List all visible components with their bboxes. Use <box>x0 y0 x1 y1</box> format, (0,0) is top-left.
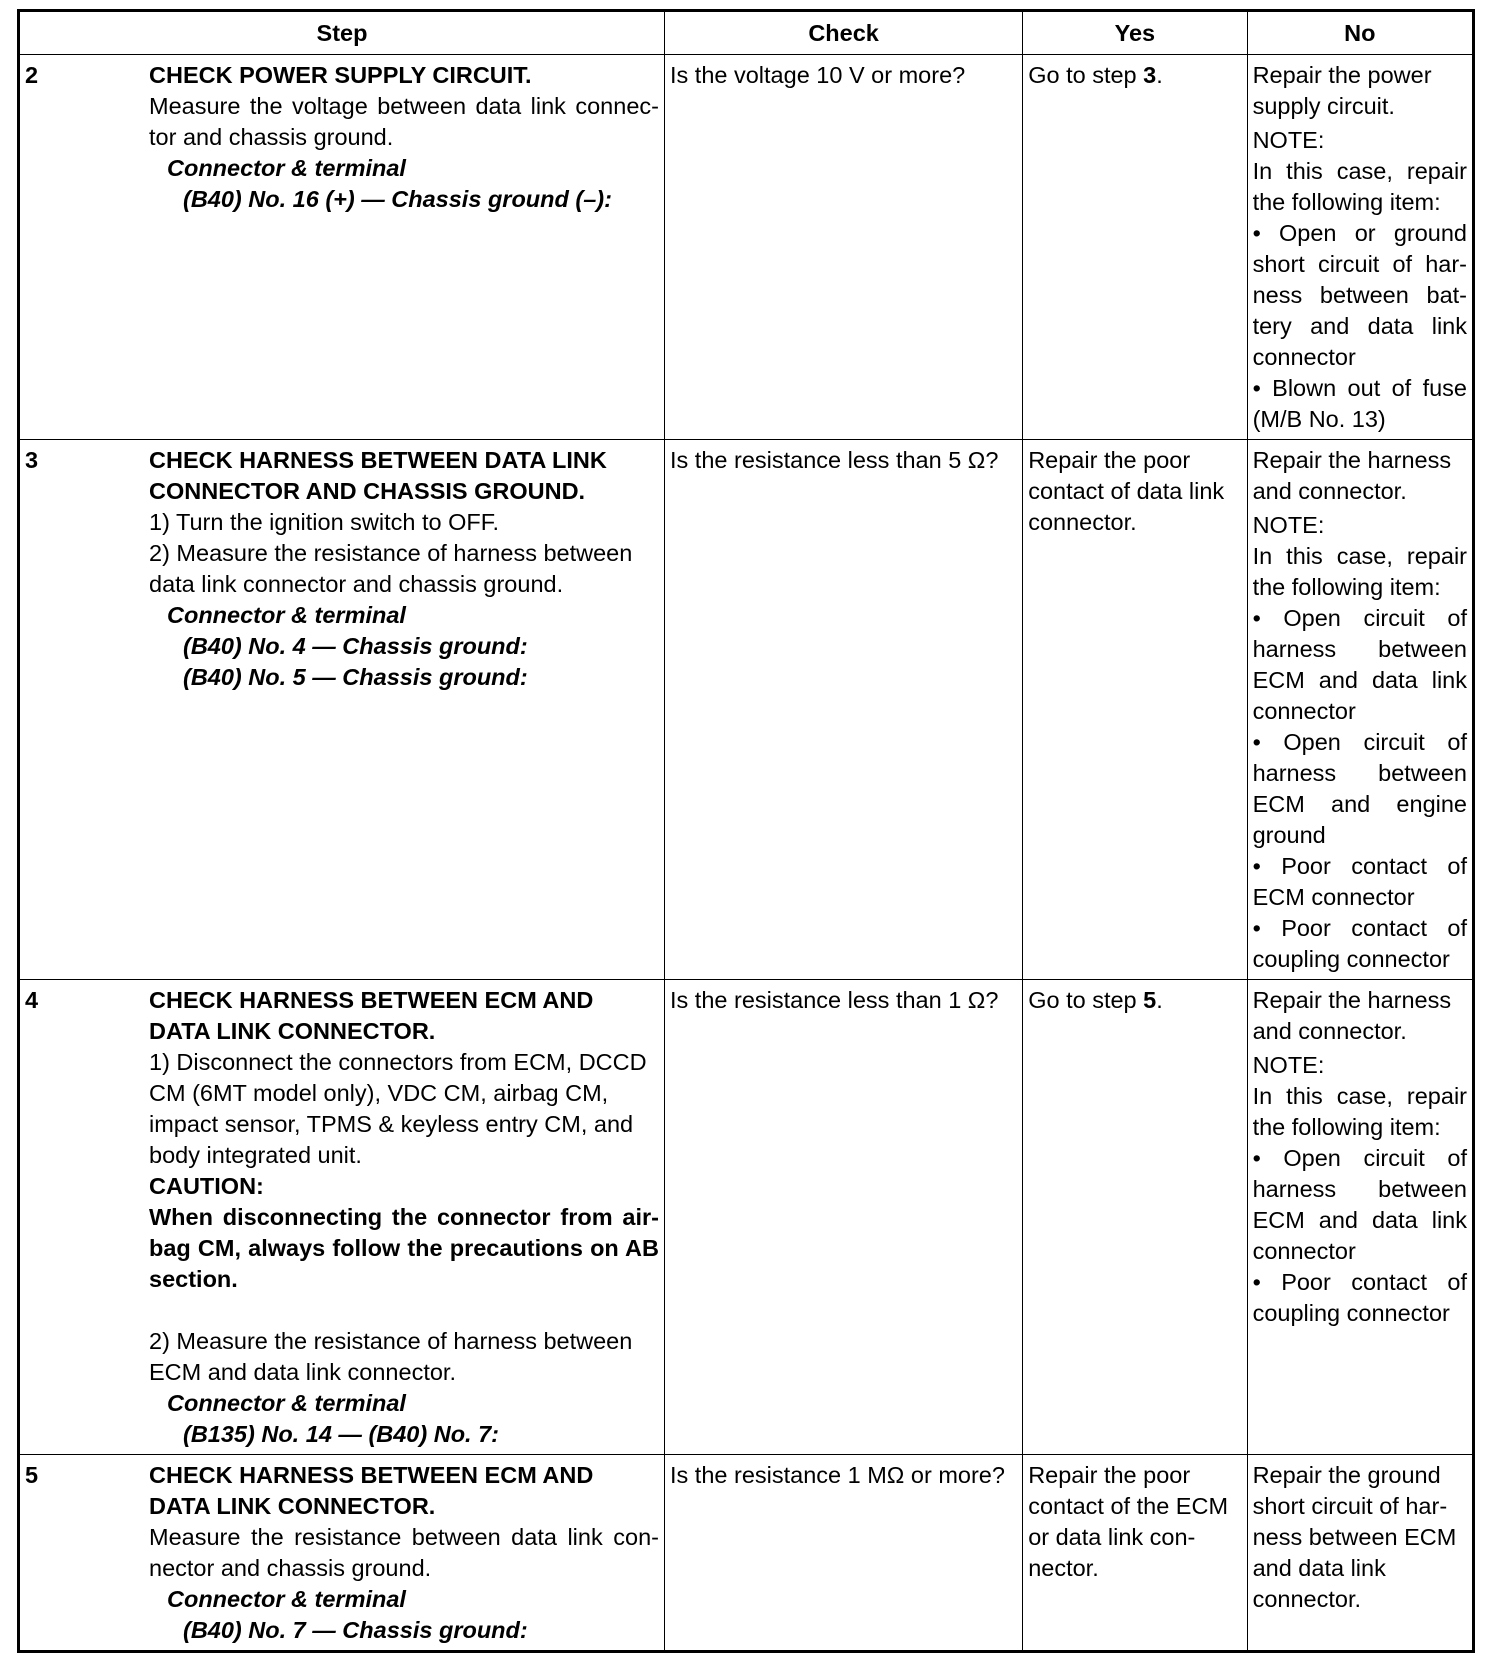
no-main-text: Repair the power supply circuit. <box>1252 62 1432 119</box>
caution-label: CAUTION: <box>149 1173 264 1199</box>
step-description: Measure the resistance between data link con- nector and chassis ground. <box>149 1524 659 1581</box>
table-row-step-5 <box>19 1455 1474 1652</box>
note-label: NOTE: <box>1252 512 1325 538</box>
no-main-text: Repair the harness and connector. <box>1252 987 1452 1044</box>
step-title: CHECK HARNESS BETWEEN DATA LINK CONNECTOR AND CHASSIS GROUND. <box>149 447 607 504</box>
no-main-text: Repair the harness and connector. <box>1252 447 1452 504</box>
diagnostic-table <box>17 9 1475 1653</box>
no-cell <box>1247 440 1473 980</box>
check-cell: Is the resistance 1 MΩ or more? <box>664 1455 1022 1652</box>
no-item: • Poor contact of ECM connector <box>1252 853 1467 910</box>
header-row <box>19 11 1474 55</box>
terminal-spec: (B40) No. 4 — Chassis ground: <box>183 633 528 659</box>
terminal-spec: (B135) No. 14 — (B40) No. 7: <box>183 1421 500 1447</box>
step-instruction: 1) Turn the ignition switch to OFF. <box>149 509 500 535</box>
yes-step-ref: 5 <box>1143 987 1157 1013</box>
check-cell: Is the resistance less than 1 Ω? <box>664 980 1022 1455</box>
spacer <box>149 1295 659 1326</box>
no-item: • Poor contact of coupling connector <box>1252 1269 1467 1326</box>
step-cell <box>19 1455 665 1652</box>
no-item: • Open or ground short circuit of har- ness between bat- tery and data link connector <box>1252 220 1467 370</box>
step-description: Measure the voltage between data link connec- tor and chassis ground. <box>149 93 659 150</box>
yes-suffix: . <box>1156 987 1163 1013</box>
step-instruction: 2) Measure the resistance of harness between data link connector and chassis ground. <box>149 540 633 597</box>
check-cell: Is the resistance less than 5 Ω? <box>664 440 1022 980</box>
no-item: • Open circuit of harness between ECM and data link connector <box>1252 605 1467 724</box>
step-number: 4 <box>25 987 39 1013</box>
step-title: CHECK HARNESS BETWEEN ECM AND DATA LINK CONNECTOR. <box>149 987 594 1044</box>
no-item: • Open circuit of harness between ECM and data link connector <box>1252 1145 1467 1264</box>
header-check: Check <box>664 11 1022 55</box>
header-no: No <box>1247 11 1473 55</box>
yes-step-ref: 3 <box>1143 62 1157 88</box>
yes-cell <box>1023 55 1247 440</box>
step-instruction: 1) Disconnect the connectors from ECM, DCCD CM (6MT model only), VDC CM, airbag CM, impact sensor, TPMS & keyless entry CM, and body integrated unit. <box>149 1049 647 1168</box>
note-text: In this case, repair the following item: <box>1252 158 1467 215</box>
no-item: • Blown out of fuse (M/B No. 13) <box>1252 375 1467 432</box>
connector-label: Connector & terminal <box>167 602 406 628</box>
terminal-spec: (B40) No. 5 — Chassis ground: <box>183 664 528 690</box>
note-text: In this case, repair the following item: <box>1252 543 1467 600</box>
no-cell <box>1247 55 1473 440</box>
yes-cell: Repair the poor contact of data link connector. <box>1023 440 1247 980</box>
no-cell <box>1247 980 1473 1455</box>
header-step: Step <box>19 11 665 55</box>
connector-label: Connector & terminal <box>167 1586 406 1612</box>
no-item: • Open circuit of harness between ECM and engine ground <box>1252 729 1467 848</box>
yes-cell: Repair the poor contact of the ECM or data link con- nector. <box>1023 1455 1247 1652</box>
check-cell: Is the voltage 10 V or more? <box>664 55 1022 440</box>
step-number: 2 <box>25 62 39 88</box>
table-row-step-3 <box>19 440 1474 980</box>
caution-text: When disconnecting the connector from air- bag CM, always follow the precautions on AB section. <box>149 1204 659 1292</box>
step-cell <box>19 980 665 1455</box>
step-title: CHECK HARNESS BETWEEN ECM AND DATA LINK CONNECTOR. <box>149 1462 594 1519</box>
note-text: In this case, repair the following item: <box>1252 1083 1467 1140</box>
terminal-spec: (B40) No. 16 (+) — Chassis ground (–): <box>183 186 612 212</box>
yes-cell <box>1023 980 1247 1455</box>
step-number: 5 <box>25 1462 39 1488</box>
connector-label: Connector & terminal <box>167 1390 406 1416</box>
note-label: NOTE: <box>1252 127 1325 153</box>
no-cell: Repair the ground short circuit of har- ness between ECM and data link connector. <box>1247 1455 1473 1652</box>
step-title: CHECK POWER SUPPLY CIRCUIT. <box>149 62 532 88</box>
step-cell <box>19 440 665 980</box>
terminal-spec: (B40) No. 7 — Chassis ground: <box>183 1617 528 1643</box>
step-number: 3 <box>25 447 39 473</box>
no-item: • Poor contact of coupling connector <box>1252 915 1467 972</box>
connector-label: Connector & terminal <box>167 155 406 181</box>
yes-suffix: . <box>1156 62 1163 88</box>
table-row-step-4 <box>19 980 1474 1455</box>
note-label: NOTE: <box>1252 1052 1325 1078</box>
yes-prefix: Go to step <box>1028 62 1144 88</box>
step-cell <box>19 55 665 440</box>
table-row-step-2 <box>19 55 1474 440</box>
header-yes: Yes <box>1023 11 1247 55</box>
step-instruction: 2) Measure the resistance of harness between ECM and data link connector. <box>149 1328 633 1385</box>
yes-prefix: Go to step <box>1028 987 1144 1013</box>
